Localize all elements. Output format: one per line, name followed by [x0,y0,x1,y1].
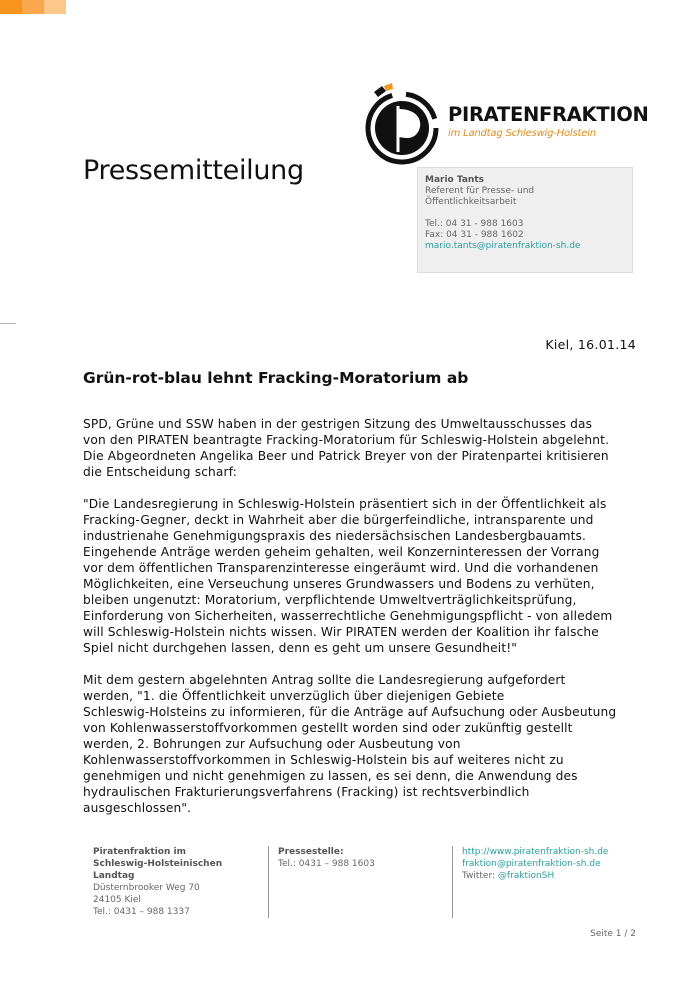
piratenfraktion-logo[interactable] [362,82,649,168]
contact-role-line-2: Öffentlichkeitsarbeit [425,197,517,207]
paragraph: SPD, Grüne und SSW haben in der gestrigen Sitzung des Umweltausschusses das von den PIRATEN beantragte Fracking-Moratorium für Schleswig-Holstein abgelehnt. Die Abgeordneten Angelika Beer und Patrick Breyer von der Piratenpartei kritisieren die Entscheidung scharf: [83,417,610,479]
footer-divider [452,846,453,918]
contact-fax: Fax: 04 31 - 988 1602 [425,230,524,240]
website-link[interactable]: http://www.piratenfraktion-sh.de [462,847,609,857]
contact-phone: Tel.: 04 31 - 988 1603 [425,219,524,229]
contact-name: Mario Tants [425,175,484,185]
twitter-label: Twitter: [462,871,498,881]
logo-subtitle: im Landtag Schleswig-Holstein [448,128,596,139]
footer-org-line-1: Piratenfraktion im [93,847,186,857]
footer-divider [268,846,269,918]
fold-mark [0,323,16,324]
footer-links [462,846,662,882]
contact-role-line-1: Referent für Presse- und [425,186,535,196]
footer-street: Düsternbrooker Weg 70 [93,883,200,893]
logo-name: PIRATENFRAKTION [448,103,649,126]
footer-org-line-3: Landtag [93,871,135,881]
footer-email-link[interactable]: fraktion@piratenfraktion-sh.de [462,859,601,869]
footer-org-line-2: Schleswig-Holsteinischen [93,859,223,869]
press-date: Kiel, 16.01.14 [545,337,636,352]
headline: Grün-rot-blau lehnt Fracking-Moratorium ab [83,369,469,387]
corner-decoration [0,0,66,14]
press-office-label: Pressestelle: [278,847,344,857]
footer-press-office [278,846,438,870]
twitter-link[interactable]: @fraktionSH [497,871,555,881]
paragraph: Mit dem gestern abgelehnten Antrag sollte die Landesregierung aufgefordert werden, "1. die Öffentlichkeit unverzüglich über diejenigen Gebiete Schleswig-Holsteins zu informieren, für die Anträge auf Aufsuchung oder Ausbeutung von Kohlenwasserstoffvorkommen gestellt worden sind oder zukünftig gestellt werden, 2. Bohrungen zur Aufsuchung oder Ausbeutung von Kohlenwasserstoffvorkommen in Schleswig-Holstein bis auf weiteres nicht zu genehmigen und nicht genehmigen zu lassen, es sei denn, die Anwendung des hydraulischen Frakturierungsverfahrens (Fracking) ist rechtsverbindlich ausgeschlossen". [83,673,617,815]
footer-address [93,846,253,918]
page-number: Seite 1 / 2 [590,929,636,939]
contact-box [417,167,633,273]
press-body [83,416,643,832]
twitter-line [462,870,662,882]
contact-email-link[interactable]: mario.tants@piratenfraktion-sh.de [425,241,581,251]
page-title: Pressemitteilung [83,155,304,186]
press-office-phone: Tel.: 0431 – 988 1603 [278,859,375,869]
footer-phone: Tel.: 0431 – 988 1337 [93,907,190,917]
footer-city: 24105 Kiel [93,895,141,905]
pirate-sail-icon [362,82,442,168]
paragraph: "Die Landesregierung in Schleswig-Holstein präsentiert sich in der Öffentlichkeit als Fracking-Gegner, deckt in Wahrheit aber die bürgerfeindliche, intransparente und industrienahe Genehmigungspraxis des niedersächsischen Landesbergbauamts. Eingehende Anträge werden geheim gehalten, weil Konzerninteressen der Vorrang vor dem öffentlichen Transparenzinteresse eingeräumt wird. Und die vorhandenen Möglichkeiten, eine Verseuchung unseres Grundwassers und Bodens zu verhüten, bleiben ungenutzt: Moratorium, verpflichtende Umweltverträglichkeitsprüfung, Einforderung von Sicherheiten, wasserrechtliche Genehmigungspflicht - von alledem will Schleswig-Holstein nichts wissen. Wir PIRATEN werden der Koalition ihr falsche Spiel nicht durchgehen lassen, denn es geht um unsere Gesundheit!" [83,497,613,655]
